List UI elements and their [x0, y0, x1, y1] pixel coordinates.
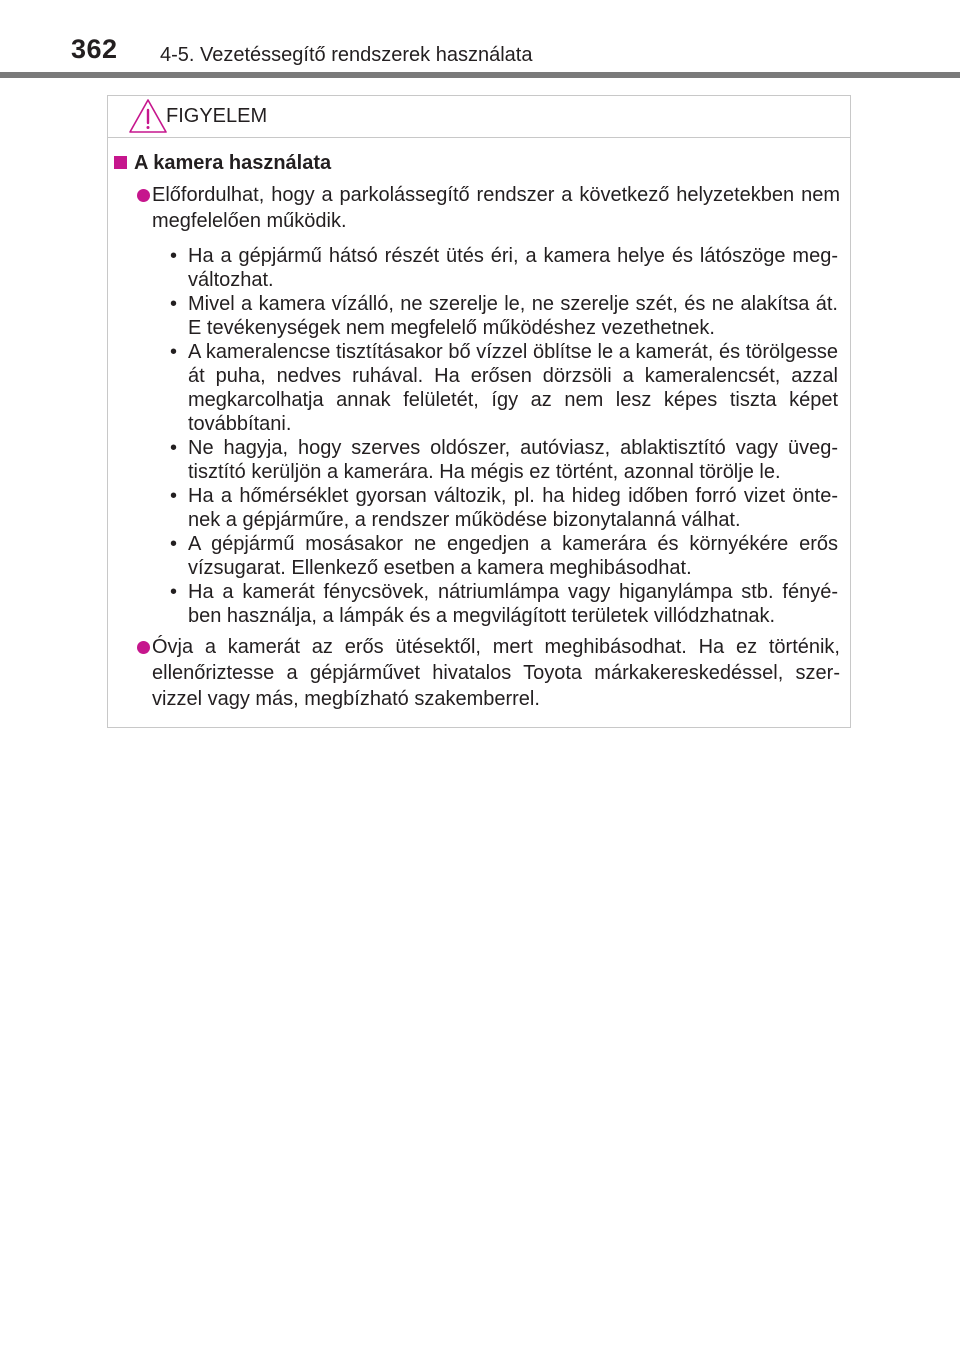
- bullet-mark: •: [170, 293, 178, 315]
- list-item-text: Ha a kamerát fénycsövek, nátriumlámpa vagy higanylámpa stb. fényében használja, a lámpák és a megvilágított területek villódzhatnak.: [188, 581, 838, 627]
- list-item: [170, 580, 838, 628]
- intro-text: Előfordulhat, hogy a parkolássegítő rendszer a következő helyzetekben nem megfelelően működik.: [152, 184, 840, 232]
- bullet-mark: •: [170, 437, 178, 459]
- bullet-mark: •: [170, 245, 178, 267]
- subheading: [114, 150, 850, 176]
- list-item: [170, 436, 838, 484]
- bullet-mark: •: [170, 341, 178, 363]
- list-item: [170, 532, 838, 580]
- list-item-text: A gépjármű mosásakor ne engedjen a kamerára és környékére erős vízsugarat. Ellenkező esetben a kamera meghibásodhat.: [188, 533, 838, 579]
- warning-triangle-icon: [128, 98, 168, 134]
- bullet-mark: •: [170, 533, 178, 555]
- list-item-text: A kameralencse tisztításakor bő vízzel öblítse le a kamerát, és törölgesse át puha, nedves ruhával. Ha erősen dörzsöli a kameralencsét, azzal megkarcolhatja annak felületét, így az nem lesz képes tiszta képet továbbítani.: [188, 341, 838, 435]
- list-item-text: Ha a gépjármű hátsó részét ütés éri, a kamera helye és látószöge megváltozhat.: [188, 245, 838, 291]
- bullet-mark: •: [170, 485, 178, 507]
- closing-paragraph: [152, 634, 840, 712]
- closing-text: Óvja a kamerát az erős ütésektől, mert meghibásodhat. Ha ez történik, ellenőriztesse a gépjárművet hivatalos Toyota márkakereskedéssel, szervizzel vagy más, megbízható szakemberrel.: [152, 636, 840, 710]
- list-item: [170, 244, 838, 292]
- section-title: 4-5. Vezetéssegítő rendszerek használata: [160, 44, 533, 66]
- bullet-mark: •: [170, 581, 178, 603]
- list-item: [170, 292, 838, 340]
- page-header: [0, 0, 960, 80]
- bullet-list: [170, 244, 838, 628]
- warning-body: [108, 150, 850, 712]
- list-item-text: Mivel a kamera vízálló, ne szerelje le, ne szerelje szét, és ne alakítsa át. E tevékenységek nem megfelelő működéshez vezethetnek.: [188, 293, 838, 339]
- list-item: [170, 340, 838, 436]
- circle-bullet-icon: [137, 189, 150, 202]
- warning-header: [108, 96, 850, 138]
- subheading-text: A kamera használata: [134, 152, 332, 174]
- page-number: 362: [71, 34, 118, 64]
- list-item-text: Ha a hőmérséklet gyorsan változik, pl. ha hideg időben forró vizet öntenek a gépjárműre, a rendszer működése bizonytalanná válhat.: [188, 485, 838, 531]
- square-bullet-icon: [114, 156, 127, 169]
- intro-paragraph: [152, 182, 840, 234]
- warning-box: [107, 95, 851, 728]
- list-item-text: Ne hagyja, hogy szerves oldószer, autóviasz, ablaktisztító vagy üvegtisztító kerüljön a kamerára. Ha mégis ez történt, azonnal törölje le.: [188, 437, 838, 483]
- list-item: [170, 484, 838, 532]
- warning-label: FIGYELEM: [166, 105, 268, 127]
- header-rule: [0, 72, 960, 78]
- circle-bullet-icon: [137, 641, 150, 654]
